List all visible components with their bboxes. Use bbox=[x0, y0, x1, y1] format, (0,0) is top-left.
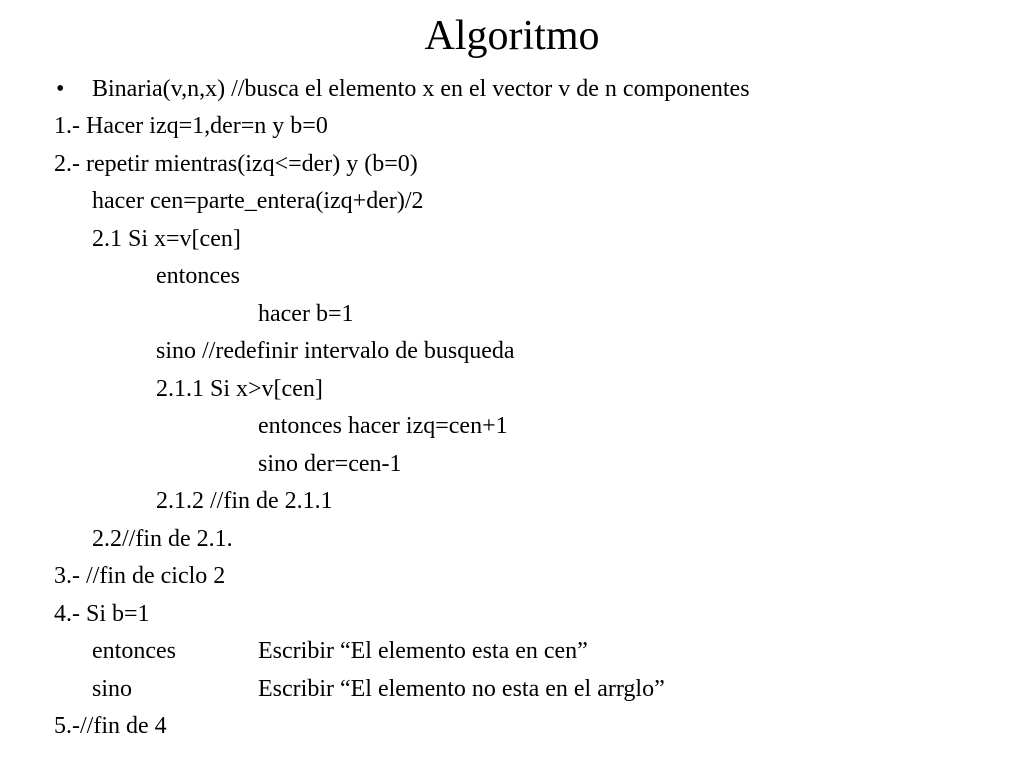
step-4-then-action: Escribir “El elemento esta en cen” bbox=[258, 638, 588, 664]
step-2-1-set-flag: hacer b=1 bbox=[258, 301, 354, 327]
step-4-else-label: sino bbox=[92, 676, 133, 702]
step-2-compute-center: hacer cen=parte_entera(izq+der)/2 bbox=[92, 188, 424, 214]
step-1: 1.- Hacer izq=1,der=n y b=0 bbox=[54, 113, 328, 139]
step-3: 3.- //fin de ciclo 2 bbox=[54, 563, 226, 589]
step-2-1-then: entonces bbox=[156, 263, 240, 289]
slide-title: Algoritmo bbox=[424, 13, 600, 59]
step-2-1-else: sino //redefinir intervalo de busqueda bbox=[156, 338, 515, 364]
step-2-2: 2.2//fin de 2.1. bbox=[92, 526, 233, 552]
step-2-1: 2.1 Si x=v[cen] bbox=[92, 226, 241, 252]
step-2-1-1: 2.1.1 Si x>v[cen] bbox=[156, 376, 323, 402]
step-2: 2.- repetir mientras(izq<=der) y (b=0) bbox=[54, 151, 418, 177]
step-2-1-2: 2.1.2 //fin de 2.1.1 bbox=[156, 488, 333, 514]
step-2-1-1-else: sino der=cen-1 bbox=[258, 451, 402, 477]
algorithm-signature: Binaria(v,n,x) //busca el elemento x en el vector v de n componentes bbox=[92, 76, 750, 102]
step-4: 4.- Si b=1 bbox=[54, 601, 150, 627]
bullet-marker: • bbox=[56, 76, 65, 102]
step-4-then-label: entonces bbox=[92, 638, 176, 664]
step-5: 5.-//fin de 4 bbox=[54, 713, 167, 739]
step-4-else-action: Escribir “El elemento no esta en el arrglo” bbox=[258, 676, 665, 702]
step-2-1-1-then: entonces hacer izq=cen+1 bbox=[258, 413, 508, 439]
